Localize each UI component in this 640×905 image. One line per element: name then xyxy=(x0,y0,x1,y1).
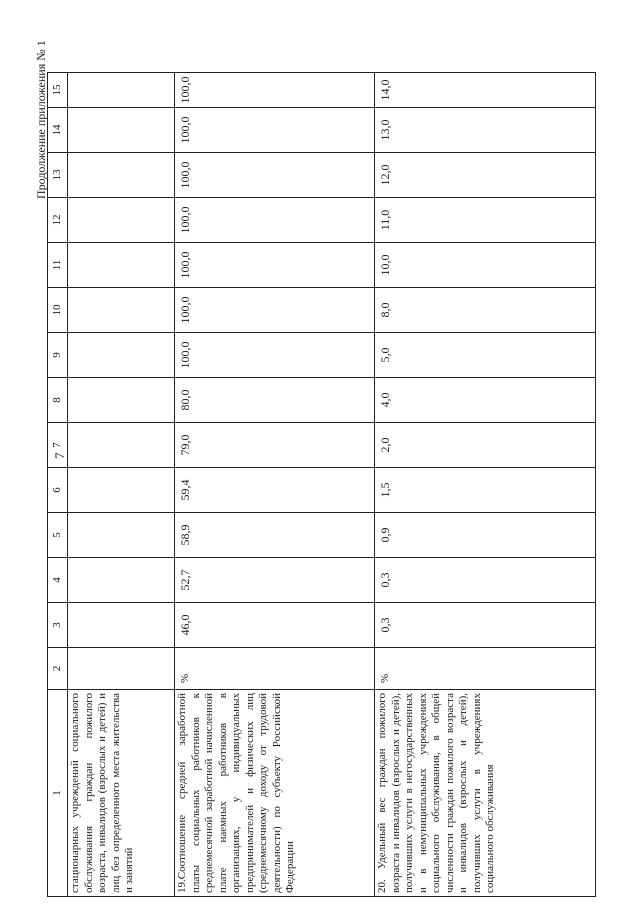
column-number: 6 xyxy=(48,468,68,513)
value-cell: 0,3 xyxy=(375,603,596,648)
column-number: 8 xyxy=(48,378,68,423)
table-row xyxy=(375,73,596,897)
unit-cell xyxy=(68,648,175,690)
value-cell: 100,0 xyxy=(175,333,375,378)
column-number: 14 xyxy=(48,108,68,153)
value-cell: 80,0 xyxy=(175,378,375,423)
value-cell: 100,0 xyxy=(175,243,375,288)
value-cell: 100,0 xyxy=(175,198,375,243)
value-cell xyxy=(68,333,175,378)
value-cell: 100,0 xyxy=(175,153,375,198)
column-number: 10 xyxy=(48,288,68,333)
value-cell: 2,0 xyxy=(375,423,596,468)
indicator-name: 19.Соотношение средней заработной платы социальных работников к среднемесячной заработной начисленной плате наемных работников в организациях, у индивидуальных предпринимателей и физических лиц (среднемесячному доходу от трудовой деятельности) по субъекту Российской Федерации xyxy=(175,690,375,897)
header-row xyxy=(48,73,68,897)
value-cell: 100,0 xyxy=(175,288,375,333)
value-cell: 11,0 xyxy=(375,198,596,243)
column-number: 3 xyxy=(48,603,68,648)
column-number: 12 xyxy=(48,198,68,243)
value-cell xyxy=(68,603,175,648)
value-cell: 79,0 xyxy=(175,423,375,468)
value-cell: 5,0 xyxy=(375,333,596,378)
continuation-label: Продолжение приложения № 1 xyxy=(34,40,48,199)
unit-cell: % xyxy=(175,648,375,690)
value-cell: 1,5 xyxy=(375,468,596,513)
table-row xyxy=(175,73,375,897)
column-number: 2 xyxy=(48,648,68,690)
column-number: 15 xyxy=(48,73,68,108)
value-cell: 58,9 xyxy=(175,513,375,558)
value-cell: 52,7 xyxy=(175,558,375,603)
value-cell: 0,3 xyxy=(375,558,596,603)
column-number: 11 xyxy=(48,243,68,288)
column-number: 4 xyxy=(48,558,68,603)
indicator-name: стационарных учреждений социального обслуживания граждан пожилого возраста, инвалидов (взрослых и детей) и лиц без определенного места жительства и занятий xyxy=(68,690,175,897)
page-number: 7 xyxy=(52,452,67,459)
value-cell xyxy=(68,73,175,108)
value-cell: 12,0 xyxy=(375,153,596,198)
column-number: 7 xyxy=(48,423,68,468)
value-cell xyxy=(68,198,175,243)
value-cell xyxy=(68,153,175,198)
value-cell: 59,4 xyxy=(175,468,375,513)
table-row xyxy=(68,73,175,897)
value-cell: 8,0 xyxy=(375,288,596,333)
indicator-name: 20. Удельный вес граждан пожилого возраста и инвалидов (взрослых и детей), получивших услуги в негосударственных и в немуниципальных учреждениях социального обслуживания, в общей численности граждан пожилого возраста и инвалидов (взрослых и детей), получивших услуги в учреждениях социального обслуживания xyxy=(375,690,596,897)
value-cell xyxy=(68,558,175,603)
indicators-table xyxy=(47,72,596,897)
value-cell: 100,0 xyxy=(175,108,375,153)
value-cell xyxy=(68,468,175,513)
value-cell xyxy=(68,288,175,333)
column-number: 13 xyxy=(48,153,68,198)
column-number: 5 xyxy=(48,513,68,558)
value-cell: 14,0 xyxy=(375,73,596,108)
column-number: 9 xyxy=(48,333,68,378)
value-cell xyxy=(68,378,175,423)
value-cell xyxy=(68,243,175,288)
value-cell xyxy=(68,108,175,153)
value-cell: 0,9 xyxy=(375,513,596,558)
column-number: 1 xyxy=(48,690,68,897)
value-cell: 46,0 xyxy=(175,603,375,648)
value-cell: 4,0 xyxy=(375,378,596,423)
value-cell xyxy=(68,423,175,468)
value-cell xyxy=(68,513,175,558)
value-cell: 100,0 xyxy=(175,73,375,108)
value-cell: 13,0 xyxy=(375,108,596,153)
unit-cell: % xyxy=(375,648,596,690)
value-cell: 10,0 xyxy=(375,243,596,288)
